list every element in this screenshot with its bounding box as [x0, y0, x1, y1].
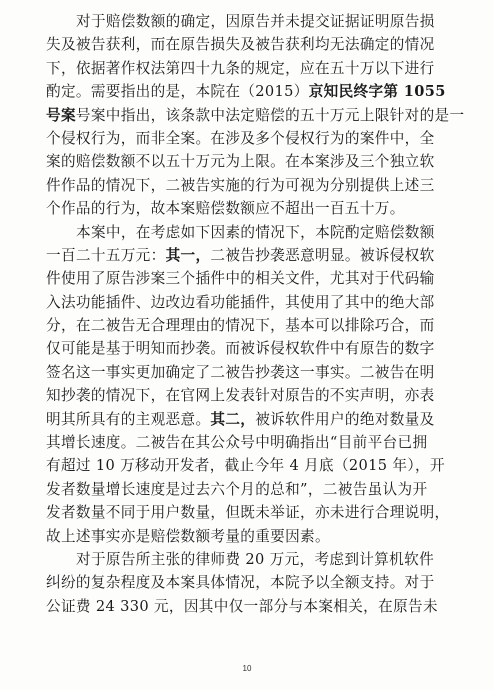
paragraph-1-line-6: 个侵权行为，而非全案。在涉及多个侵权行为的案件中，全 [46, 129, 435, 147]
paragraph-2-line-7: 签名这一事实更加确定了二被告抄袭这一事实。二被告在明 [46, 363, 435, 381]
paragraph-2-line-12: 发者数量增长速度是过去六个月的总和”，二被告虽认为开 [46, 480, 428, 498]
case-reference-part-1: 京知民终字第 1055 [308, 83, 446, 101]
paragraph-3-line-2: 纠纷的复杂程度及本案具体情况，本院予以全额支持。对于 [46, 574, 435, 592]
paragraph-1-line-1: 对于赔偿数额的确定，因原告并未提交证据证明原告损 [76, 13, 435, 30]
paragraph-1-line-3: 下，依据著作权法第四十九条的规定，应在五十万以下进行 [46, 59, 435, 77]
paragraph-2-line-2-a: 一百二十五万元： [46, 246, 166, 264]
paragraph-2-line-11: 有超过 10 万移动开发者，截止今年 4 月底（2015 年），开 [46, 457, 445, 475]
paragraph-2-line-9-b: 被诉软件用户的绝对数量及 [255, 410, 435, 428]
paragraph-2-line-5: 分，在二被告无合理理由的情况下，基本可以排除巧合，而 [46, 317, 435, 335]
paragraph-1-line-4 [46, 80, 458, 103]
paragraph-2-line-9 [46, 408, 458, 431]
document-body [46, 10, 465, 618]
paragraph-1-line-5 [46, 104, 465, 127]
paragraph-1-line-8: 件作品的情况下，二被告实施的行为可视为分别提供上述三 [46, 176, 435, 194]
paragraph-2-line-6: 仅可能是基于明知而抄袭。而被诉侵权软件中有原告的数字 [46, 340, 435, 358]
paragraph-1-line-4-text: 酌定。需要指出的是，本院在（2015） [46, 83, 309, 101]
paragraph-2-line-10: 其增长速度。二被告在其公众号中明确指出“目前平台已拥 [46, 434, 428, 452]
paragraph-1-line-2: 失及被告获利，而在原告损失及被告获利均无法确定的情况 [46, 36, 435, 54]
page-number: 10 [242, 664, 252, 673]
point-two-label: 其二， [210, 410, 256, 428]
paragraph-2-line-13: 发者数量不同于用户数量，但既未举证，亦未进行合理说明， [46, 504, 450, 522]
paragraph-2-line-3: 件使用了原告涉案三个插件中的相关文件，尤其对于代码输 [46, 270, 435, 288]
paragraph-1-line-9: 个作品的行为，故本案赔偿数额应不超出一百五十万。 [46, 200, 405, 218]
case-reference-part-2: 号案 [46, 106, 76, 124]
paragraph-2-line-9-a: 明其所具有的主观恶意。 [46, 410, 211, 428]
paragraph-1-line-7: 案的赔偿数额不以五十万元为上限。在本案涉及三个独立软 [46, 153, 435, 171]
paragraph-3-line-3: 公证费 24 330 元，因其中仅一部分与本案相关，在原告未 [46, 597, 438, 615]
paragraph-2-line-1: 本案中，在考虑如下因素的情况下，本院酌定赔偿数额 [76, 223, 435, 241]
paragraph-3-line-1: 对于原告所主张的律师费 20 万元，考虑到计算机软件 [76, 550, 435, 568]
paragraph-2-line-2-b: 二被告抄袭恶意明显。被诉侵权软 [210, 246, 435, 264]
paragraph-1-line-5-text: 号案中指出，该条款中法定赔偿的五十万元上限针对的是一 [75, 106, 465, 124]
point-one-label: 其一， [165, 246, 211, 264]
paragraph-2-line-4: 入法功能插件、边改边看功能插件，其使用了其中的绝大部 [46, 293, 435, 311]
paragraph-2-line-8: 知抄袭的情况下，在官网上发表针对原告的不实声明，亦表 [46, 387, 435, 405]
paragraph-2-line-14: 故上述事实亦是赔偿数额考量的重要因素。 [46, 527, 330, 545]
paragraph-2-line-2 [46, 244, 458, 267]
